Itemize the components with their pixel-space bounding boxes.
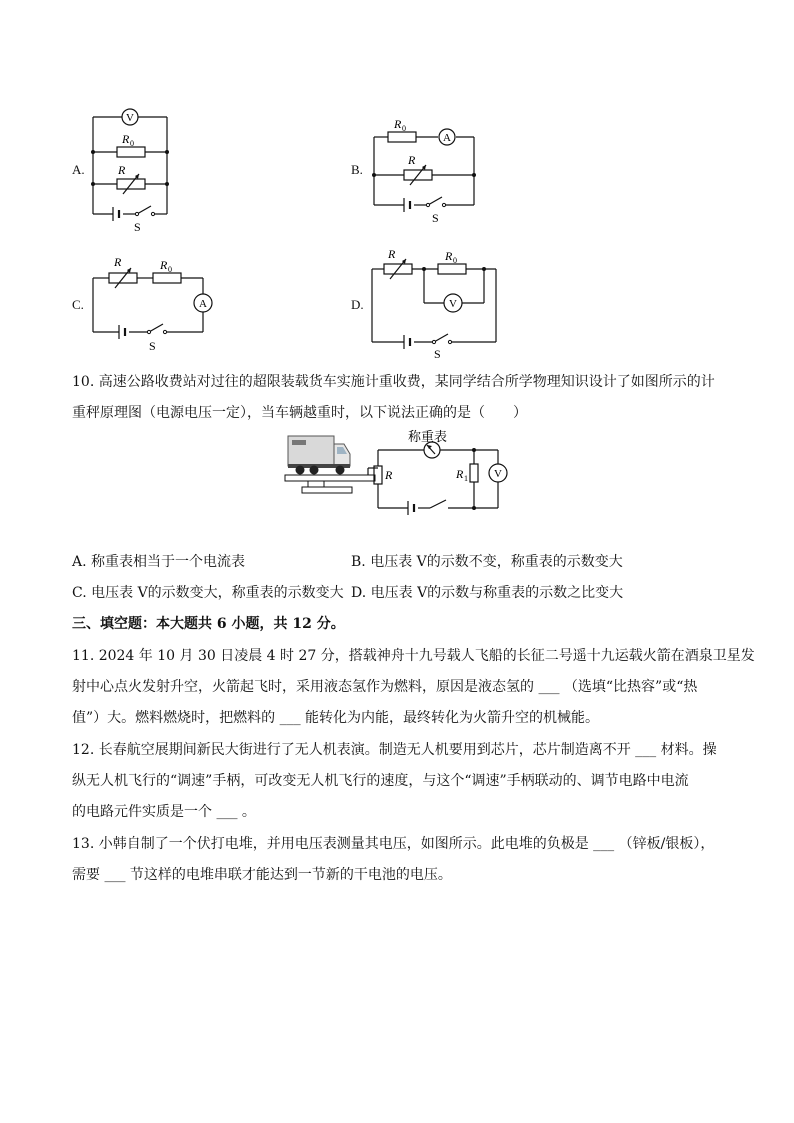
q12-line1: 12. 长春航空展期间新民大街进行了无人机表演。制造无人机要用到芯片，芯片制造离不开 ___ 材料。操 (72, 742, 717, 758)
circuit-b-diagram (368, 115, 483, 230)
option-d-letter: D. (351, 297, 364, 312)
option-b-letter: B. (351, 162, 363, 177)
switch-label: S (432, 211, 439, 225)
circuit-a-diagram (85, 100, 180, 235)
q10-choice-a: A. 称重表相当于一个电流表 (72, 554, 246, 570)
r0-label: R (445, 249, 453, 263)
r0-subscript: 0 (130, 139, 134, 148)
r0-label: R (394, 117, 402, 131)
option-a-letter: A. (72, 162, 85, 177)
q10-line2: 重秤原理图（电源电压一定），当车辆越重时，以下说法正确的是（ ） (72, 405, 527, 421)
r-label: R (118, 163, 126, 177)
q13-line2: 需要 ___ 节这样的电堆串联才能达到一节新的干电池的电压。 (72, 867, 452, 883)
r-label: R (388, 247, 396, 261)
q11-line2: 射中心点火发射升空，火箭起飞时，采用液态氢作为燃料，原因是液态氢的 ___ （选填“比热容”或“热 (72, 679, 698, 695)
switch-label: S (134, 220, 141, 234)
voltmeter-label: V (449, 298, 457, 310)
q10-choice-b: B. 电压表 V的示数不变，称重表的示数变大 (351, 554, 623, 570)
scale-meter-label: 称重表 (408, 429, 448, 444)
switch-label: S (434, 347, 441, 360)
q12-line2: 纵无人机飞行的“调速”手柄，可改变无人机飞行的速度，与这个“调速”手柄联动的、调节电路中电流 (72, 773, 689, 789)
r0-subscript: 0 (402, 124, 406, 133)
r0-label: R (122, 132, 130, 146)
q10-choice-d: D. 电压表 V的示数与称重表的示数之比变大 (351, 585, 624, 601)
r0-subscript: 0 (168, 265, 172, 274)
r1-subscript: 1 (464, 474, 468, 483)
weighing-scale-diagram (280, 426, 515, 522)
q10-line1: 10. 高速公路收费站对过往的超限装载货车实施计重收费，某同学结合所学物理知识设计了如图所示的计 (72, 374, 715, 390)
r0-label: R (160, 258, 168, 272)
truck-illustration (288, 436, 350, 475)
q11-line3: 值”）大。燃料燃烧时，把燃料的 ___ 能转化为内能，最终转化为火箭升空的机械能。 (72, 710, 600, 726)
r-label: R (385, 468, 393, 482)
ammeter-label: A (199, 298, 207, 310)
circuit-c-diagram (85, 250, 220, 355)
r-label: R (408, 153, 416, 167)
q11-line1: 11. 2024 年 10 月 30 日凌晨 4 时 27 分，搭载神舟十九号载人飞船的长征二号遥十九运载火箭在酒泉卫星发 (72, 648, 755, 664)
section-heading: 三、填空题：本大题共 6 小题，共 12 分。 (72, 616, 345, 632)
switch-label: S (149, 339, 156, 353)
r0-subscript: 0 (453, 256, 457, 265)
voltmeter-label: V (126, 112, 134, 124)
option-c-letter: C. (72, 297, 84, 312)
q13-line1: 13. 小韩自制了一个伏打电堆，并用电压表测量其电压，如图所示。此电堆的负极是 ___ （锌板/银板）， (72, 836, 715, 852)
voltmeter-label: V (494, 468, 502, 480)
q10-choice-c: C. 电压表 V的示数变大，称重表的示数变大 (72, 585, 344, 601)
r-label: R (114, 255, 122, 269)
circuit-d-diagram (366, 245, 506, 360)
q12-line3: 的电路元件实质是一个 ___ 。 (72, 804, 256, 820)
ammeter-label: A (443, 132, 451, 144)
r1-label: R (456, 467, 464, 481)
